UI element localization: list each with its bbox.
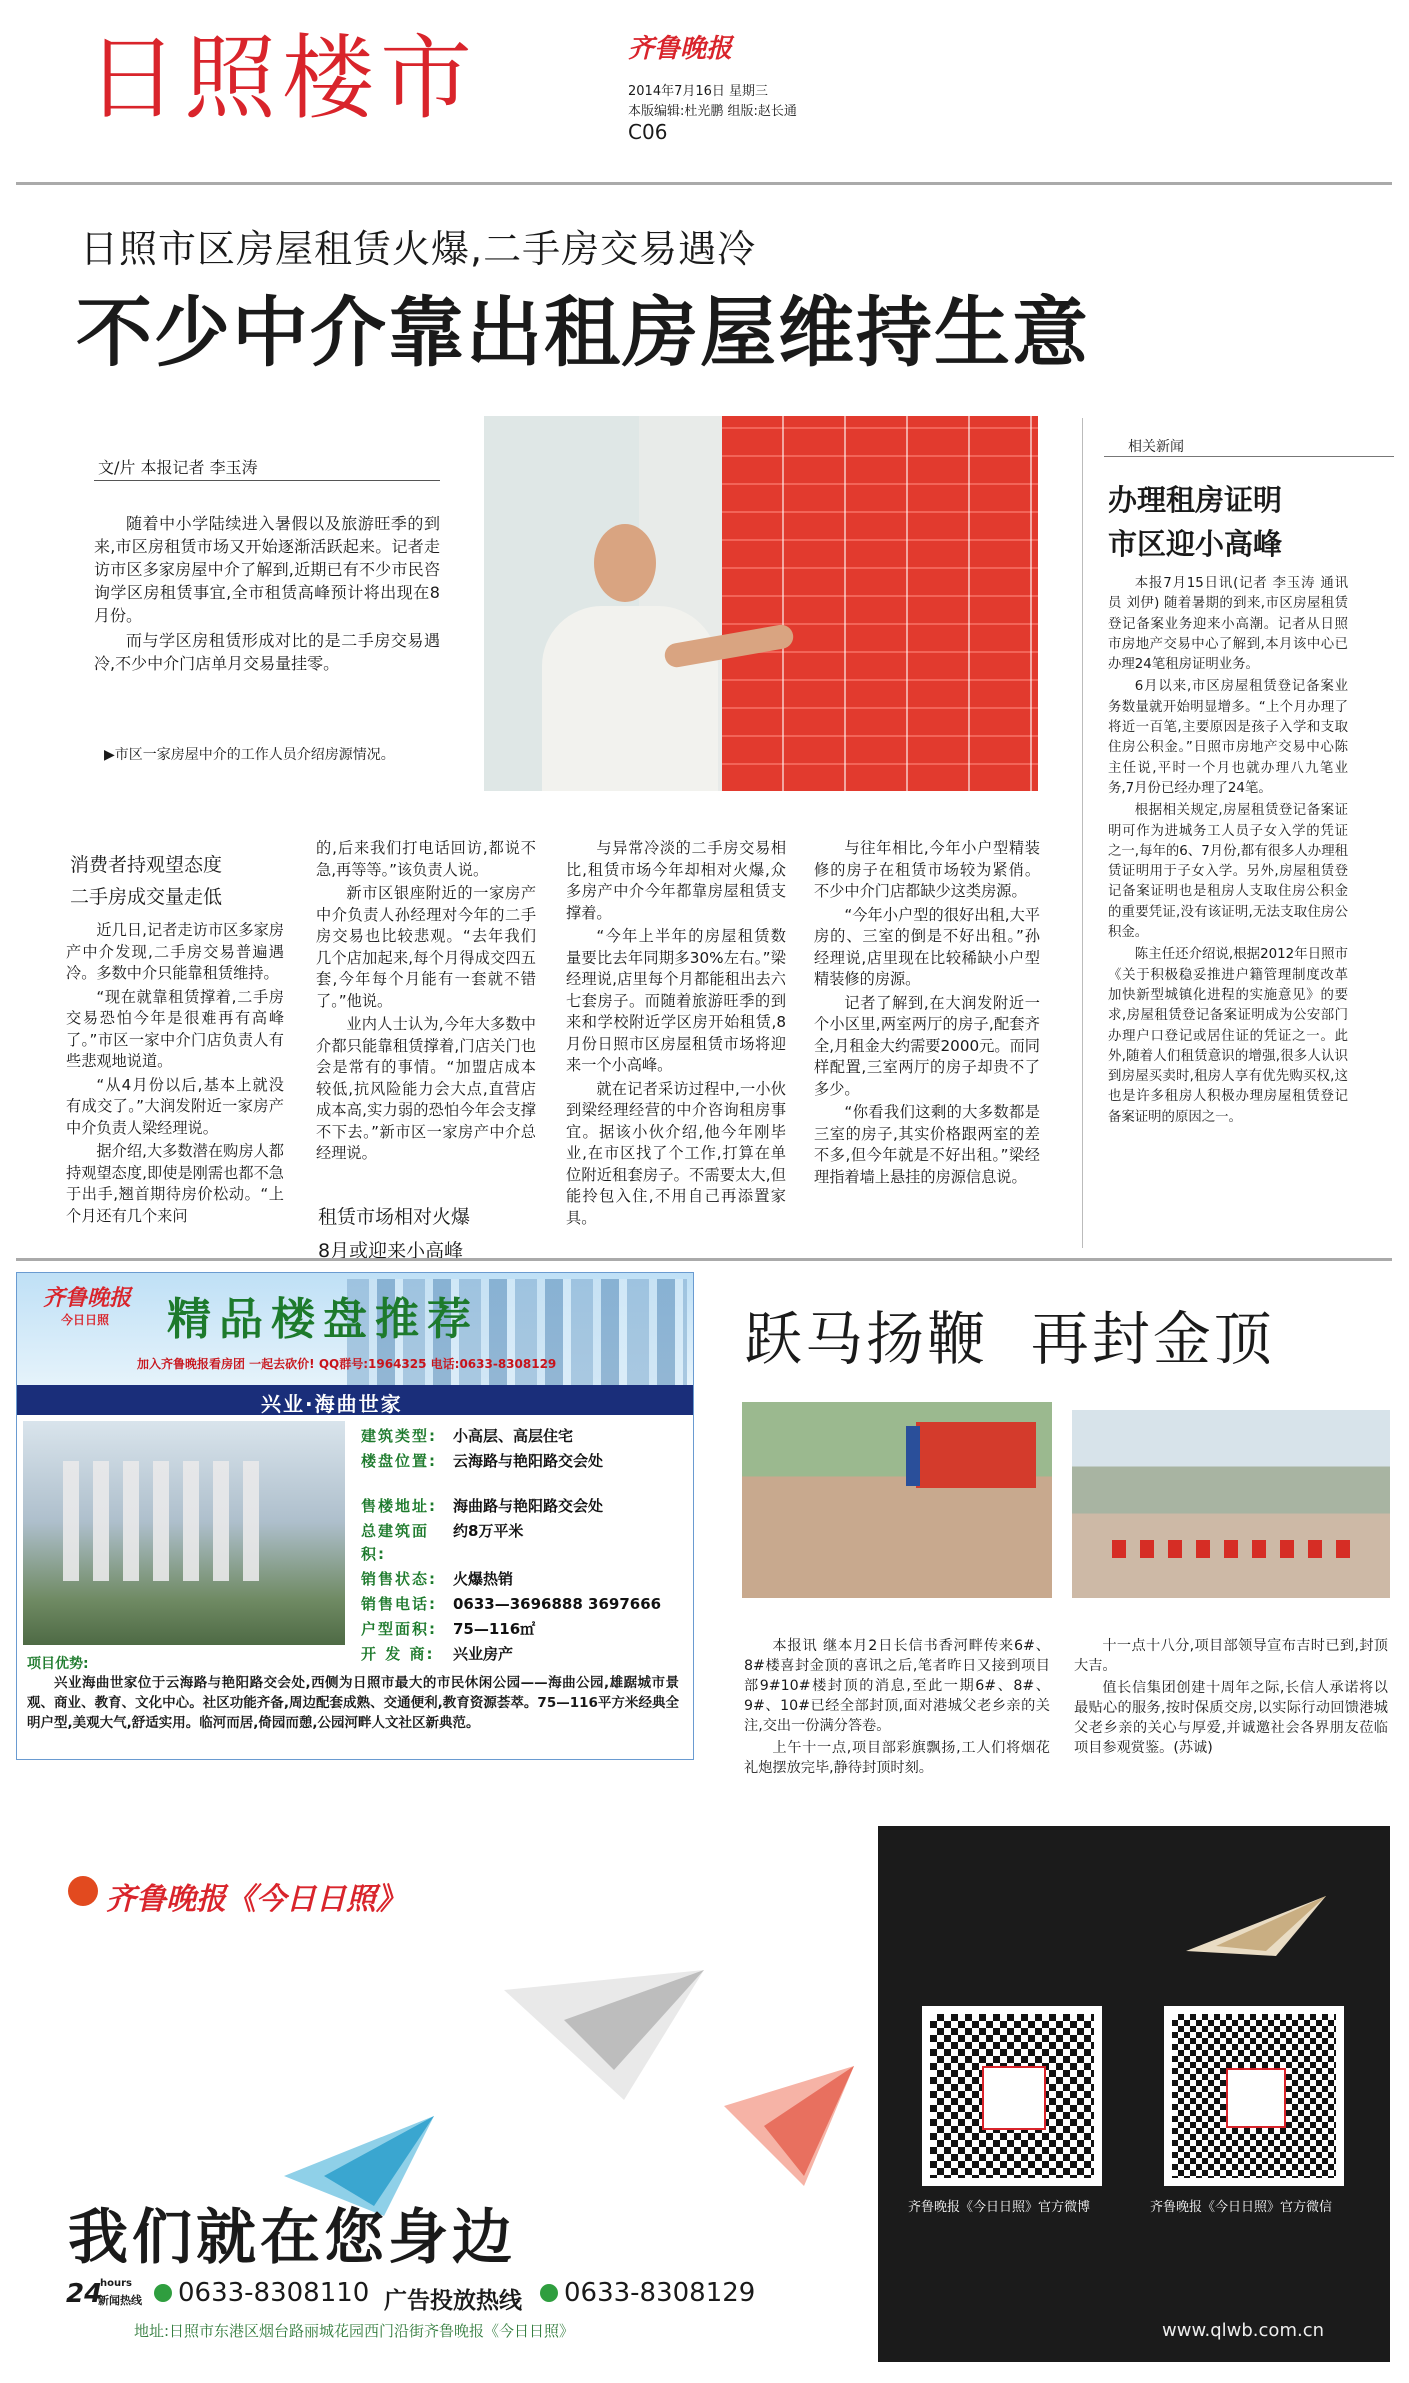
qr-caption-weixin: 齐鲁晚报《今日日照》官方微信 xyxy=(1150,2200,1333,2215)
topping-paragraph: 本报讯 继本月2日长信书香河畔传来6#、8#楼喜封金顶的喜讯之后,笔者昨日又接到项目部9#10#楼封顶的消息,至此一期6#、8#、9#、10#已经全部封顶,面对港城父老乡亲的关注,交出一份满分答卷。 xyxy=(744,1638,1050,1734)
phone-icon xyxy=(540,2284,558,2302)
body-paragraph: 就在记者采访过程中,一小伙到梁经理经营的中介咨询租房事宜。据该小伙介绍,他今年刚毕业,在市区找了个工作,打算在单位附近租套房子。不需要太大,但能拎包入住,不用自己再添置家具。 xyxy=(566,1079,786,1227)
body-column-1 xyxy=(66,920,284,1250)
lead-summary xyxy=(94,512,440,677)
paper-plane-pink-icon xyxy=(724,2066,854,2186)
phone-icon xyxy=(154,2284,172,2302)
qr-code-weixin[interactable] xyxy=(1164,2006,1344,2186)
spec-key: 户型面积: xyxy=(361,1620,437,1638)
mid-rule xyxy=(16,1258,1392,1261)
body-paragraph: 新市区银座附近的一家房产中介负责人孙经理对今年的二手房交易也比较悲观。“去年我们几个店加起来,每个月得成交四五套,今年每个月能有一套就不错了。”他说。 xyxy=(316,884,536,1010)
spec-row xyxy=(361,1520,691,1566)
promo-logo-swirl xyxy=(68,1876,98,1906)
body-paragraph: 与异常冷淡的二手房交易相比,租赁市场今年却相对火爆,众多房产中介今年都靠房屋租赁支撑着。 xyxy=(566,839,786,922)
body-paragraph: 与往年相比,今年小户型精装修的房子在租赁市场较为紧俏。不少中介门店都缺少这类房源。 xyxy=(814,839,1040,900)
promo-address: 地址:日照市东港区烟台路丽城花园西门沿街齐鲁晚报《今日日照》 xyxy=(134,2322,575,2340)
spec-value: 小高层、高层住宅 xyxy=(453,1427,574,1445)
spec-value: 0633—3696888 3697666 xyxy=(453,1595,662,1613)
promo-ad-label: 广告投放热线 xyxy=(384,2288,522,2314)
body-paragraph: “现在就靠租赁撑着,二手房交易恐怕今年是很难再有高峰了。”市区一家中介门店负责人有些悲观地说道。 xyxy=(66,987,284,1070)
summary-paragraph: 随着中小学陆续进入暑假以及旅游旺季的到来,市区房租赁市场又开始逐渐活跃起来。记者走访市区多家房屋中介了解到,近期已有不少市民咨询学区房租赁事宜,全市租赁高峰预计将出现在8月份。 xyxy=(94,514,440,625)
spec-row xyxy=(361,1425,691,1448)
lead-photo xyxy=(484,416,1038,791)
ad-join-line: 加入齐鲁晚报看房团 一起去砍价! QQ群号:1964325 电话:0633-8308129 xyxy=(137,1357,557,1371)
spec-row xyxy=(361,1593,691,1616)
summary-paragraph: 而与学区房租赁形成对比的是二手房交易遇冷,不少中介门店单月交易量挂零。 xyxy=(94,631,440,673)
side-divider xyxy=(1082,418,1083,1248)
body-column-3 xyxy=(566,838,786,1256)
side-body xyxy=(1108,574,1348,1244)
promo-ad xyxy=(16,1826,1390,2362)
spec-key: 售楼地址: xyxy=(361,1497,437,1515)
side-headline-b: 市区迎小高峰 xyxy=(1108,527,1283,561)
side-headline-a: 办理租房证明 xyxy=(1108,483,1283,517)
listing-board-grid xyxy=(722,416,1038,791)
spec-value: 云海路与艳阳路交会处 xyxy=(453,1452,604,1470)
spec-value: 兴业房产 xyxy=(453,1645,514,1663)
side-paragraph: 陈主任还介绍说,根据2012年日照市《关于积极稳妥推进户籍管理制度改革加快新型城镇化进程的实施意见》的要求,房屋租赁登记备案证明成为公安部门办理户口登记或居住证的凭证之一。此外,随着人们租赁意识的增强,很多人认识到房屋买卖时,租房人享有优先购买权,这也是许多租房人积极办理房屋租赁登记备案证明的原因之一。 xyxy=(1108,947,1348,1125)
promo-badge-hours: hours xyxy=(100,2278,132,2289)
side-paragraph: 本报7月15日讯(记者 李玉涛 通讯员 刘伊) 随着暑期的到来,市区房屋租赁登记备案业务迎来小高潮。记者从日照市房地产交易中心了解到,本月该中心已办理24笔租房证明业务。 xyxy=(1108,576,1348,673)
qr-caption-weibo: 齐鲁晚报《今日日照》官方微博 xyxy=(908,2200,1091,2215)
spec-row xyxy=(361,1618,691,1641)
page-number: C06 xyxy=(628,120,668,144)
spec-row xyxy=(361,1568,691,1591)
lead-kicker: 日照市区房屋租赁火爆,二手房交易遇冷 xyxy=(80,227,757,271)
spec-value: 火爆热销 xyxy=(453,1570,514,1588)
site-banner-blue xyxy=(906,1426,920,1486)
masthead-rule xyxy=(16,182,1392,185)
spec-value: 75—116㎡ xyxy=(453,1620,536,1638)
promo-badge-24: 24 xyxy=(66,2279,103,2309)
ad-advantage-label: 项目优势: xyxy=(27,1656,89,1672)
topping-paragraph: 上午十一点,项目部彩旗飘扬,工人们将烟花礼炮摆放完毕,静待封顶时刻。 xyxy=(744,1740,1050,1776)
ad-paper-sub: 今日日照 xyxy=(61,1313,110,1327)
subhead-2b: 8月或迎来小高峰 xyxy=(318,1240,464,1262)
spec-row xyxy=(361,1495,691,1518)
site-photo-1 xyxy=(742,1402,1052,1598)
issue-date: 2014年7月16日 星期三 xyxy=(628,84,769,99)
paper-plane-gold-icon xyxy=(1186,1896,1326,1956)
body-column-4 xyxy=(814,838,1040,1256)
topping-headline: 跃马扬鞭 再封金顶 xyxy=(744,1305,1275,1373)
promo-hotline-label: 新闻热线 xyxy=(98,2294,142,2307)
body-paragraph: 业内人士认为,今年大多数中介都只能靠租赁撑着,门店关门也会是常有的事情。“加盟店成本较低,抗风险能力会大点,直营店成本高,实力弱的恐怕今年会支撑不下去。”新市区一家房产中介总经理说。 xyxy=(316,1015,536,1162)
paper-plane-gray-icon xyxy=(504,1970,704,2100)
spec-key: 建筑类型: xyxy=(361,1427,437,1445)
spec-value: 海曲路与艳阳路交会处 xyxy=(453,1497,604,1515)
subhead-2a: 租赁市场相对火爆 xyxy=(318,1206,471,1228)
agent-shirt xyxy=(542,606,718,791)
site-firecrackers xyxy=(1112,1540,1352,1558)
promo-hotline: 0633-8308110 xyxy=(178,2278,370,2308)
photo-caption: ▶市区一家房屋中介的工作人员介绍房源情况。 xyxy=(104,747,395,763)
body-paragraph: “今年小户型的很好出租,大平房的、三室的倒是不好出租。”孙经理说,店里现在比较稀缺小户型精装修的房源。 xyxy=(814,905,1040,988)
ad-advantage-text: 兴业海曲世家位于云海路与艳阳路交会处,西侧为日照市最大的市民休闲公园——海曲公园,雄踞城市景观、商业、教育、文化中心。社区功能齐备,周边配套成熟、交通便利,教育资源荟萃。75—116平方米经典全明户型,美观大气,舒适实用。临河而居,倚园而憩,公园河畔人文社区新典范。 xyxy=(27,1675,679,1731)
promo-logo: 齐鲁晚报《今日日照》 xyxy=(106,1882,406,1917)
body-paragraph: “今年上半年的房屋租赁数量要比去年同期多30%左右。”梁经理说,店里每个月都能租出去六七套房子。而随着旅游旺季的到来和学校附近学区房开始租赁,8月份日照市区房屋租赁市场将迎来一个小高峰。 xyxy=(566,927,786,1074)
qr-center-logo xyxy=(982,2066,1046,2130)
subhead-1b: 二手房成交量走低 xyxy=(70,886,223,908)
lead-byline: 文/片 本报记者 李玉涛 xyxy=(98,458,258,477)
site-banner xyxy=(916,1422,1036,1488)
body-paragraph: 近几日,记者走访市区多家房产中介发现,二手房交易普遍遇冷。多数中介只能靠租赁维持。 xyxy=(66,921,284,982)
spec-key: 总建筑面积: xyxy=(361,1522,430,1563)
lead-headline: 不少中介靠出租房屋维持生意 xyxy=(76,288,1090,377)
spec-key: 销售状态: xyxy=(361,1570,437,1588)
side-label: 相关新闻 xyxy=(1128,439,1184,455)
topping-paragraph: 值长信集团创建十周年之际,长信人承诺将以最贴心的服务,按时保质交房,以实际行动回馈港城父老乡亲的关心与厚爱,并诚邀社会各界朋友莅临项目参观赏鉴。(苏诚) xyxy=(1074,1680,1388,1756)
spec-key: 销售电话: xyxy=(361,1595,437,1613)
ad-spec-list xyxy=(361,1423,691,1668)
qr-center-logo xyxy=(1226,2068,1286,2128)
promo-website[interactable]: www.qlwb.com.cn xyxy=(1162,2320,1324,2341)
ad-paper-logo: 齐鲁晚报 xyxy=(43,1285,132,1311)
spec-row xyxy=(361,1643,691,1666)
ad-project-name: 兴业·海曲世家 xyxy=(261,1392,403,1416)
ad-render-image xyxy=(23,1421,345,1645)
promo-slogan: 我们就在您身边 xyxy=(68,2203,516,2273)
render-towers xyxy=(63,1461,263,1581)
agent-head xyxy=(594,524,656,602)
side-paragraph: 6月以来,市区房屋租赁登记备案业务数量就开始明显增多。“上个月办理了将近一百笔,主要原因是孩子入学和支取住房公积金。”日照市房地产交易中心陈主任说,平时一个月也就办理八九笔业务,7月份已经办理了24笔。 xyxy=(1108,679,1348,796)
spec-row xyxy=(361,1450,691,1473)
spec-key: 楼盘位置: xyxy=(361,1452,437,1470)
side-paragraph: 根据相关规定,房屋租赁登记备案证明可作为进城务工人员子女入学的凭证之一,每年的6、7月份,都有很多人办理租赁证明用于子女入学。另外,房屋租赁登记备案证明也是租房人支取住房公积金的重要凭证,没有该证明,无法支取住房公积金。 xyxy=(1108,803,1348,941)
body-paragraph: “你看我们这剩的大多数都是三室的房子,其实价格跟两室的差不多,但今年就是不好出租。”梁经理指着墙上悬挂的房源信息说。 xyxy=(814,1103,1040,1186)
paper-logo: 齐鲁晚报 xyxy=(628,34,733,64)
body-paragraph: 据介绍,大多数潜在购房人都持观望态度,即使是刚需也都不急于出手,翘首期待房价松动。“上个月还有几个来问 xyxy=(66,1142,284,1225)
topping-body-1 xyxy=(744,1636,1050,1780)
site-photo-2 xyxy=(1072,1410,1390,1598)
qr-code-weibo[interactable] xyxy=(922,2006,1102,2186)
body-paragraph: 记者了解到,在大润发附近一个小区里,两室两厅的房子,配套齐全,月租金大约需要2000元。而同样配置,三室两厅的房子却贵不了多少。 xyxy=(814,993,1040,1098)
topping-paragraph: 十一点十八分,项目部领导宣布吉时已到,封顶大吉。 xyxy=(1074,1638,1388,1674)
promo-ad-phone: 0633-8308129 xyxy=(564,2278,756,2308)
spec-value: 约8万平米 xyxy=(453,1522,524,1540)
spec-key: 开 发 商: xyxy=(361,1645,435,1663)
body-column-2 xyxy=(316,838,536,1178)
topping-body-2 xyxy=(1074,1636,1388,1760)
subhead-1a: 消费者持观望态度 xyxy=(70,854,223,876)
property-ad xyxy=(16,1272,694,1760)
body-paragraph: 的,后来我们打电话回访,都说不急,再等等。”该负责人说。 xyxy=(316,839,536,879)
byline-rule xyxy=(94,480,440,481)
body-paragraph: “从4月份以后,基本上就没有成交了。”大润发附近一家房产中介负责人梁经理说。 xyxy=(66,1075,284,1137)
section-title: 日照楼市 xyxy=(86,25,479,132)
side-label-rule xyxy=(1104,456,1394,457)
editor-line: 本版编辑:杜光鹏 组版:赵长通 xyxy=(628,104,797,119)
ad-banner-title: 精品楼盘推荐 xyxy=(167,1294,479,1345)
